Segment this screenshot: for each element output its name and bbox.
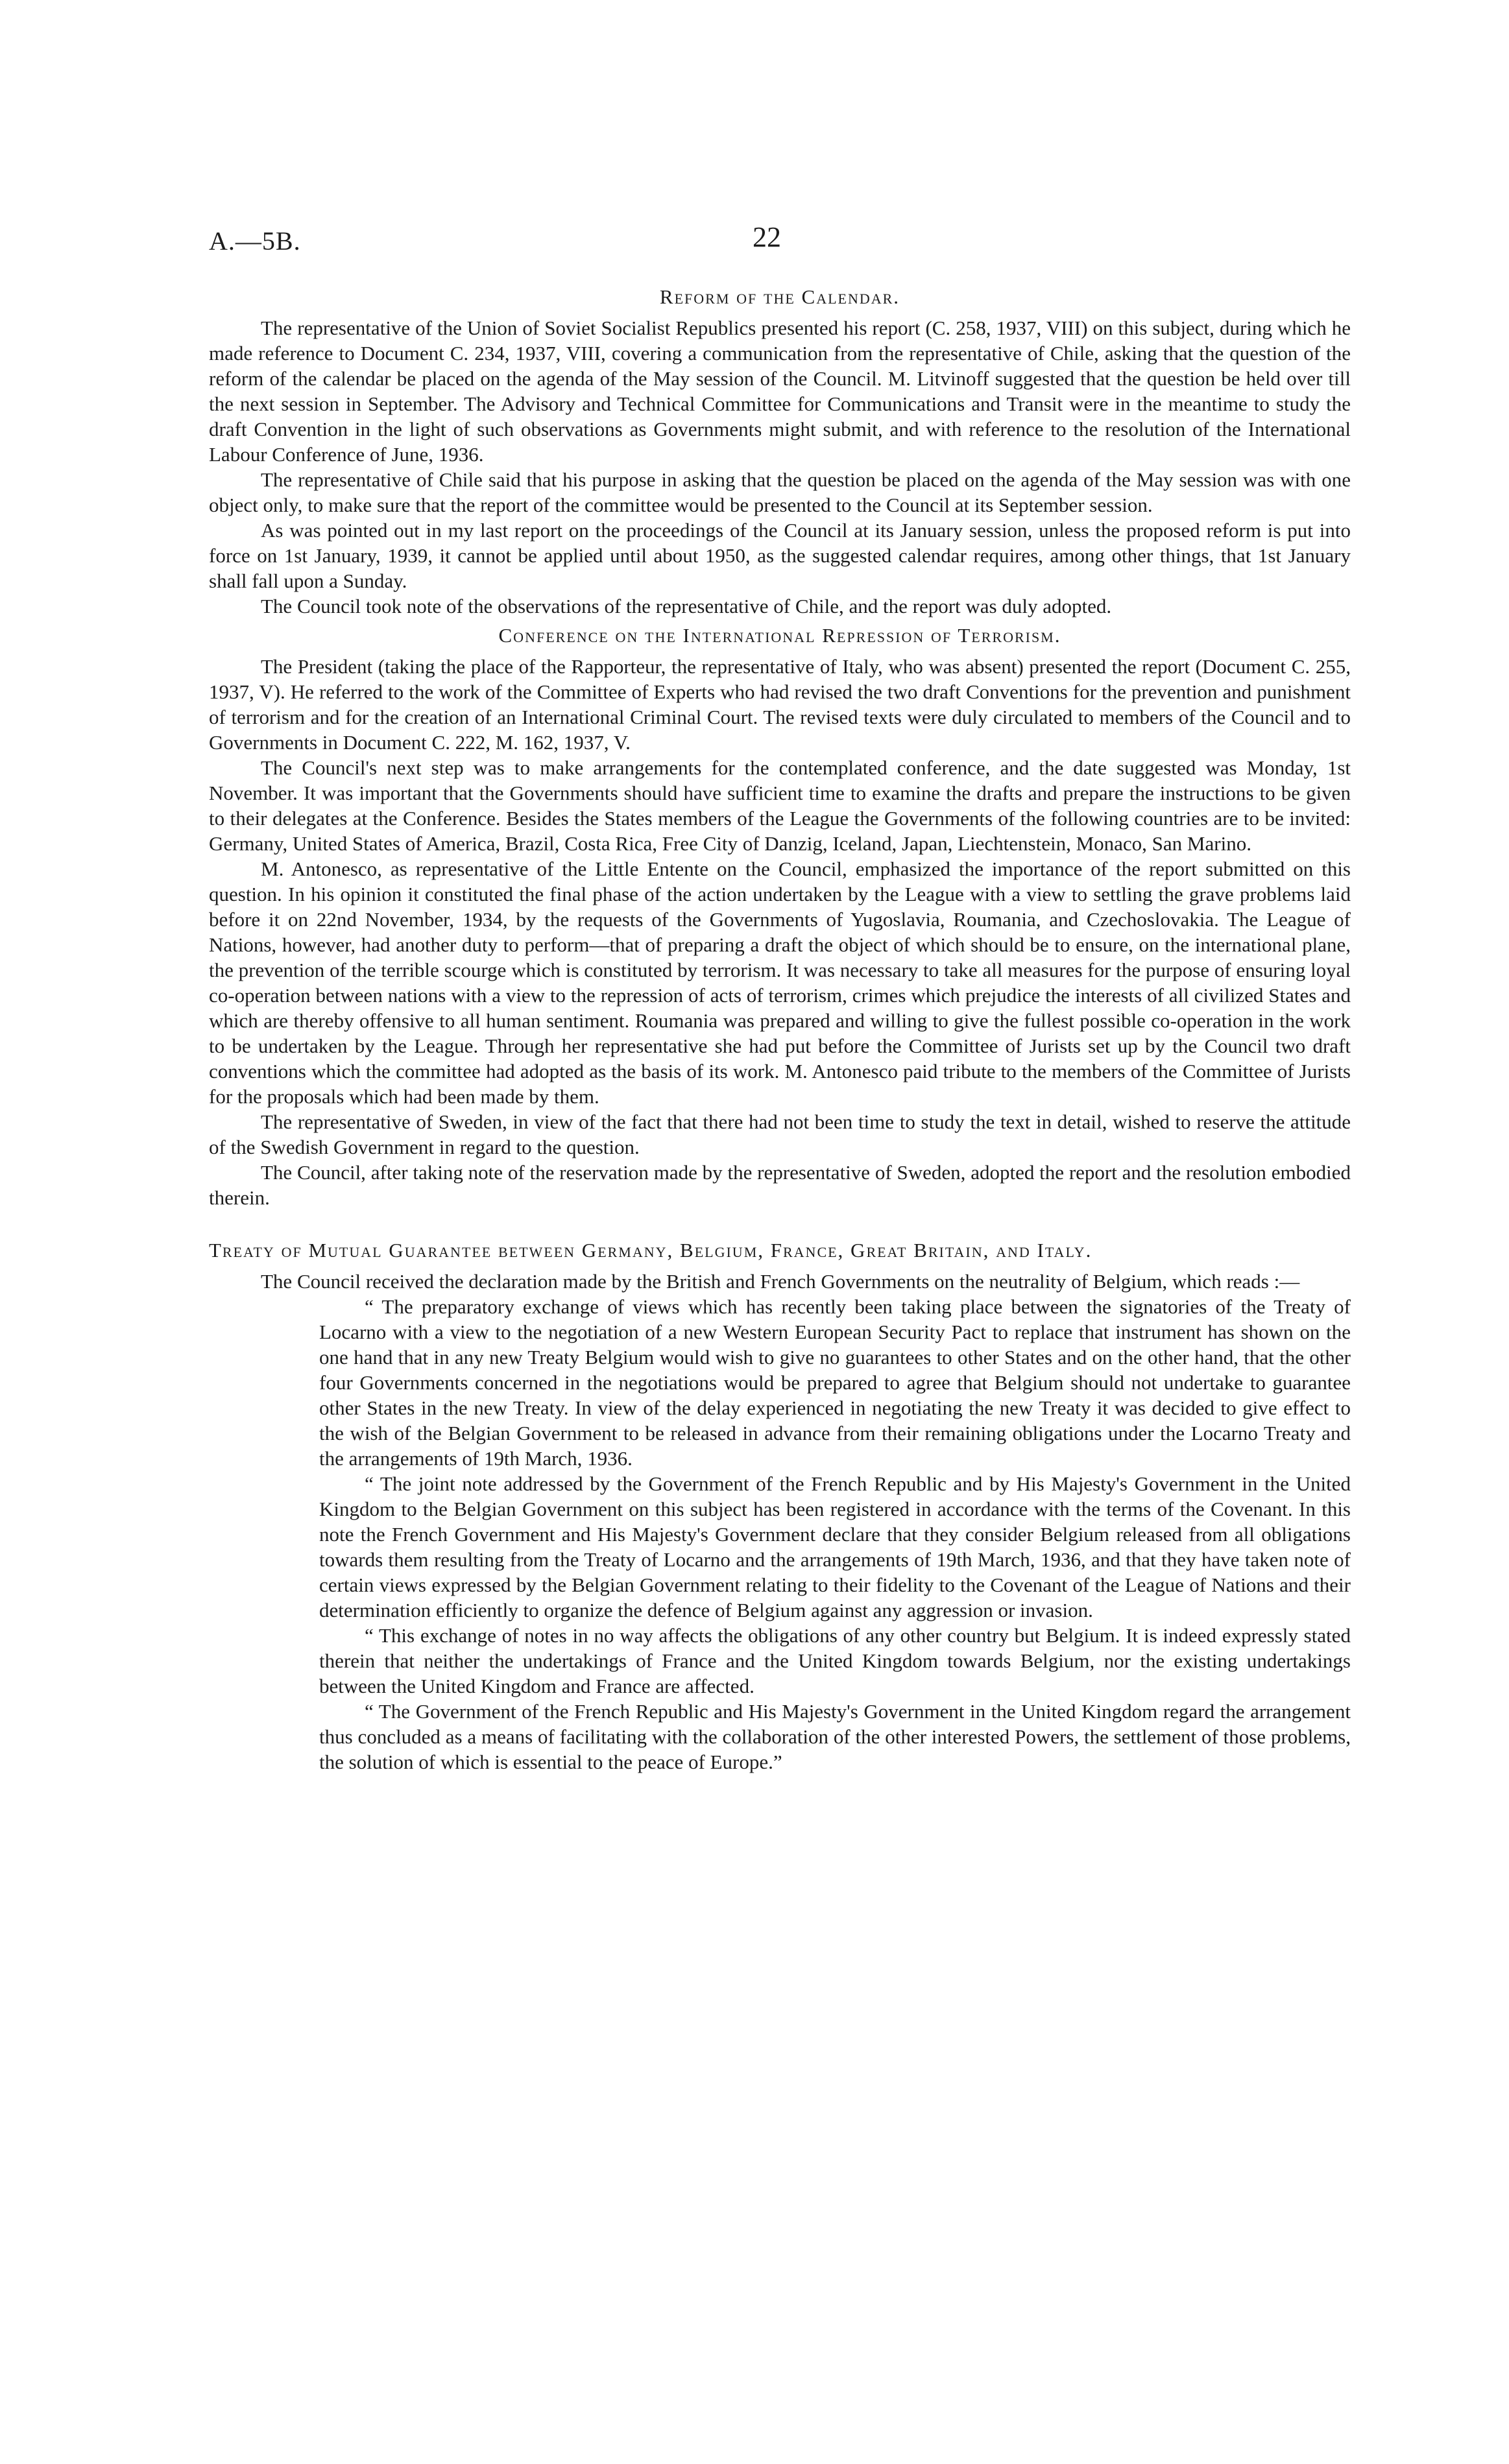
document-reference: A.—5B. (209, 226, 301, 256)
quote-paragraph: “ The Government of the French Republic and His Majesty's Government in the United Kingdom regard the arrangement thus concluded as a means of facilitating with the collaboration of the other interested Powers, the settlement of those problems, the solution of which is essential to the peace of Europe.” (319, 1700, 1351, 1773)
body-paragraph: As was pointed out in my last report on the proceedings of the Council at its January session, unless the proposed reform is put into force on 1st January, 1939, it cannot be applied until about 1950, as the suggested calendar requires, among other things, that 1st January shall fall upon a Sunday. (209, 519, 1351, 592)
quote-paragraph: “ This exchange of notes in no way affects the obligations of any other country but Belgium. It is indeed expressly stated therein that neither the undertakings of France and the United Kingdom towards Belgium, nor the existing undertakings between the United Kingdom and France are affected. (319, 1624, 1351, 1697)
body-paragraph: The President (taking the place of the Rapporteur, the representative of Italy, who was absent) presented the report (Document C. 255, 1937, V). He referred to the work of the Committee of Experts who had revised the two draft Conventions for the prevention and punishment of terrorism and for the creation of an International Criminal Court. The revised texts were duly circulated to members of the Council and to Governments in Document C. 222, M. 162, 1937, V. (209, 655, 1351, 754)
quote-paragraph: “ The preparatory exchange of views which has recently been taking place between the signatories of the Treaty of Locarno with a view to the negotiation of a new Western European Security Pact to replace that instrument has shown on the one hand that in any new Treaty Belgium would wish to give no guarantees to other States and on the other hand, that the other four Governments concerned in the negotiations would be prepared to agree that Belgium should not undertake to guarantee other States in the new Treaty. In view of the delay experienced in negotiating the new Treaty it was decided to give effect to the wish of the Belgian Government to be released in advance from their remaining obligations under the Locarno Treaty and the arrangements of 19th March, 1936. (319, 1295, 1351, 1470)
body-paragraph: The representative of the Union of Soviet Socialist Republics presented his report (C. 258, 1937, VIII) on this subject, during which he made reference to Document C. 234, 1937, VIII, covering a communication from the representative of Chile, asking that the question of the reform of the calendar be placed on the agenda of the May session of the Council. M. Litvinoff suggested that the question be held over till the next session in September. The Advisory and Technical Committee for Communications and Transit were in the meantime to study the draft Convention in the light of such observations as Governments might submit, and with reference to the resolution of the International Labour Conference of June, 1936. (209, 317, 1351, 466)
body-paragraph: The Council's next step was to make arrangements for the contemplated conference, and the date suggested was Monday, 1st November. It was important that the Governments should have sufficient time to examine the drafts and prepare the instructions to be given to their delegates at the Conference. Besides the States members of the League the Governments of the following countries are to be invited: Germany, United States of America, Brazil, Costa Rica, Free City of Danzig, Iceland, Japan, Liechtenstein, Monaco, San Marino. (209, 756, 1351, 855)
section-heading-treaty: Treaty of Mutual Guarantee between Germany, Belgium, France, Great Britain, and Italy. (209, 1239, 1093, 1262)
quoted-declaration (319, 1294, 1351, 1775)
section-heading-calendar: Reform of the Calendar. (659, 285, 900, 308)
body-paragraph: The representative of Sweden, in view of the fact that there had not been time to study the text in detail, wished to reserve the attitude of the Swedish Government in regard to the question. (209, 1110, 1351, 1158)
quote-paragraph: “ The joint note addressed by the Government of the French Republic and by His Majesty's Government in the United Kingdom to the Belgian Government on this subject has been registered in accordance with the terms of the Covenant. In this note the French Government and His Majesty's Government declare that they consider Belgium released from all obligations towards them resulting from the Treaty of Locarno and the arrangements of 19th March, 1936, and that they have taken note of certain views expressed by the Belgian Government relating to their fidelity to the Covenant of the League of Nations and their determination efficiently to organize the defence of Belgium against any aggression or invasion. (319, 1472, 1351, 1621)
page-number: 22 (753, 221, 781, 253)
section-heading-terrorism: Conference on the International Repression of Terrorism. (498, 624, 1061, 647)
page-body (209, 280, 1351, 1775)
body-paragraph: The representative of Chile said that his purpose in asking that the question be placed on the agenda of the May session was with one object only, to make sure that the report of the committee would be presented to the Council at its September session. (209, 468, 1351, 516)
body-paragraph: M. Antonesco, as representative of the Little Entente on the Council, emphasized the importance of the report submitted on this question. In his opinion it constituted the final phase of the action undertaken by the League with a view to settling the grave problems laid before it on 22nd November, 1934, by the requests of the Governments of Yugoslavia, Roumania, and Czechoslovakia. The League of Nations, however, had another duty to perform—that of preparing a draft the object of which should be to ensure, on the international plane, the prevention of the terrible scourge which is constituted by terrorism. It was necessary to take all measures for the purpose of ensuring loyal co-operation between nations with a view to the repression of acts of terrorism, crimes which prejudice the interests of all civilized States and which are thereby offensive to all human sentiment. Roumania was prepared and willing to give the fullest possible co-operation in the work to be undertaken by the League. Through her representative she had put before the Committee of Jurists set up by the Council two draft conventions which the committee had adopted as the basis of its work. M. Antonesco paid tribute to the members of the Committee of Jurists for the proposals which had been made by them. (209, 857, 1351, 1108)
body-paragraph: The Council received the declaration made by the British and French Governments on the neutrality of Belgium, which reads :— (261, 1270, 1300, 1293)
body-paragraph: The Council, after taking note of the reservation made by the representative of Sweden, adopted the report and the resolution embodied therein. (209, 1161, 1351, 1209)
body-paragraph: The Council took note of the observations of the representative of Chile, and the report was duly adopted. (261, 595, 1112, 617)
